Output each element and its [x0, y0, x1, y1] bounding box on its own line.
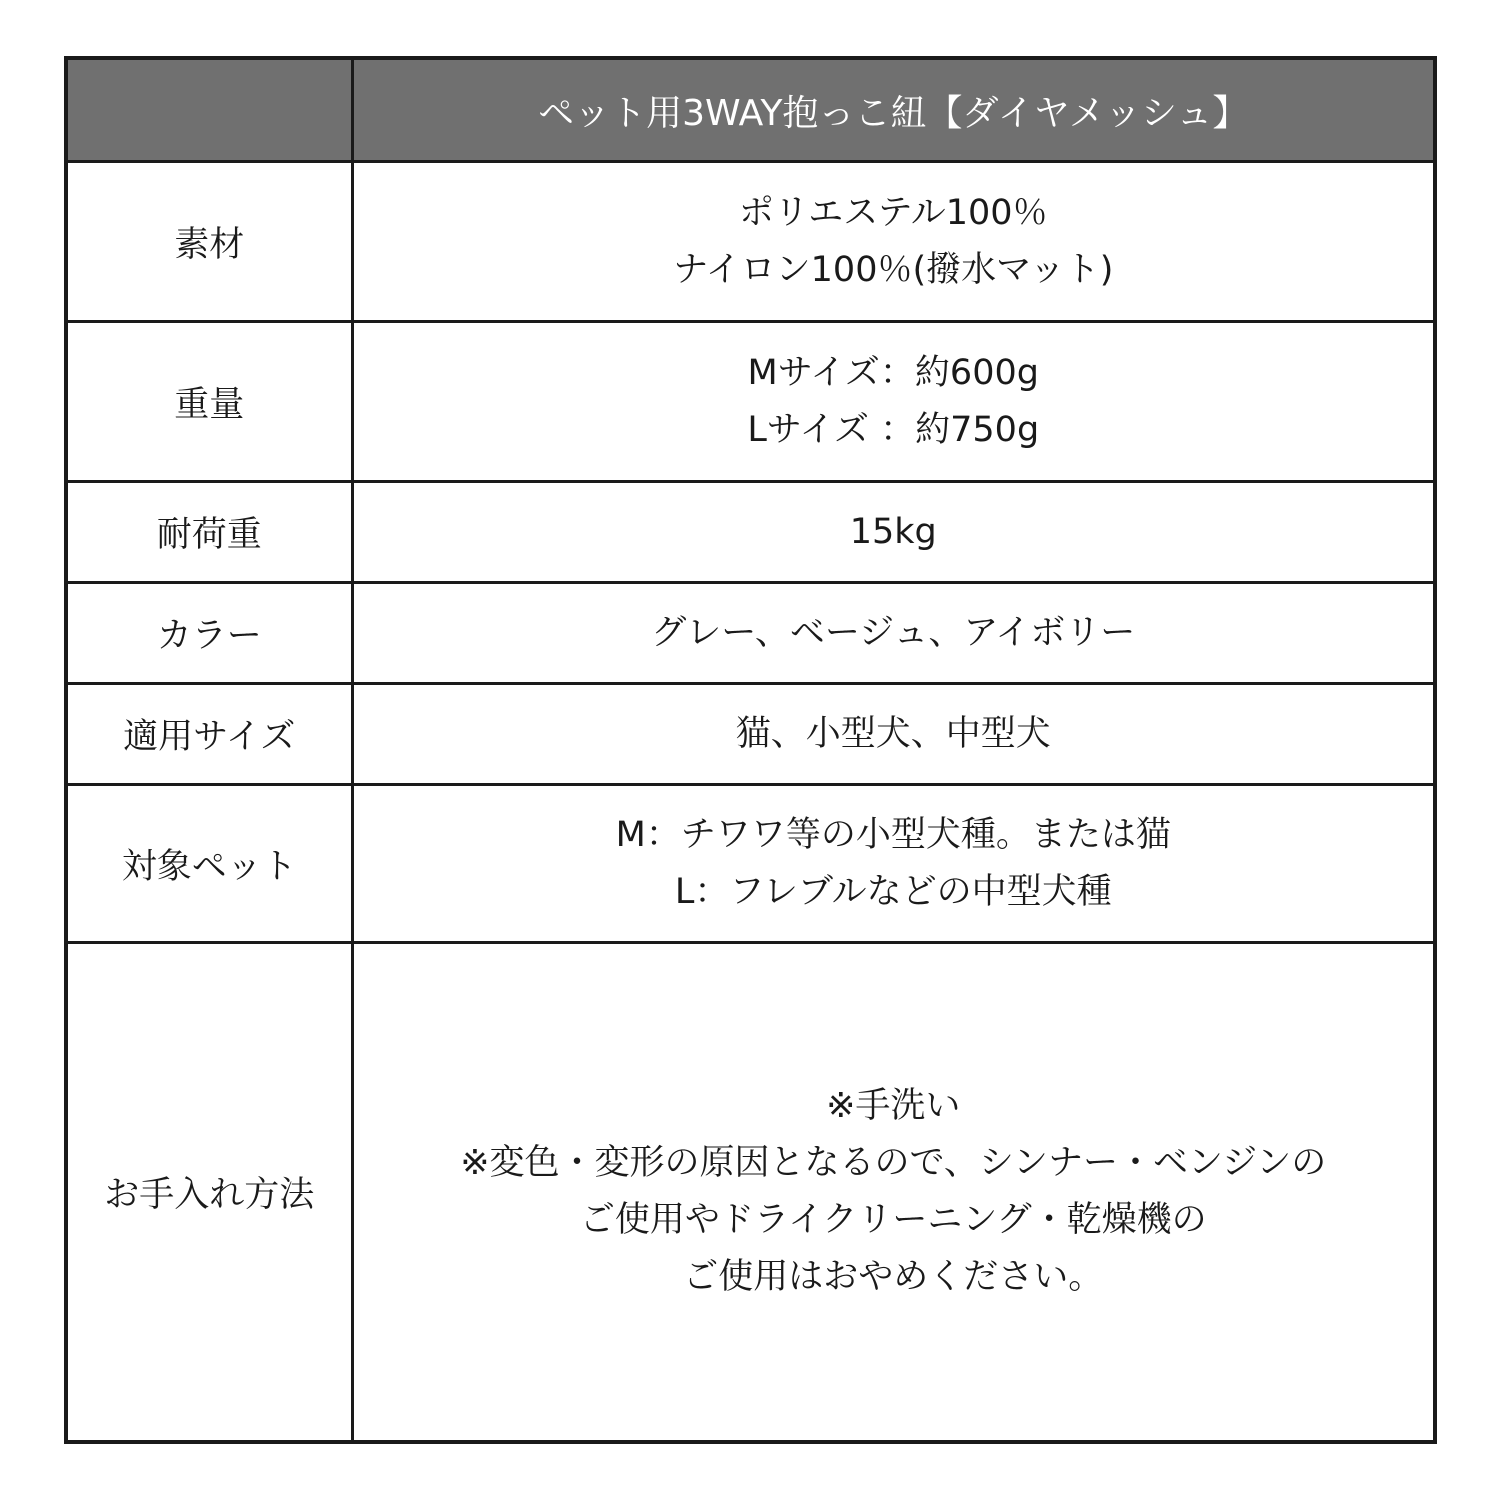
- spec-table: [64, 56, 1437, 1444]
- material-line-1: ポリエステル100％: [738, 192, 1048, 233]
- product-title: ペット用3WAY抱っこ紐【ダイヤメッシュ】: [352, 58, 1435, 162]
- care-line-1: ※手洗い: [826, 1086, 961, 1126]
- material-label: 素材: [66, 162, 352, 322]
- size-value: 猫、小型犬、中型犬: [352, 684, 1435, 785]
- load-value: 15kg: [352, 482, 1435, 583]
- table-row-target: [66, 785, 1435, 943]
- target-value: [352, 785, 1435, 943]
- weight-value: [352, 322, 1435, 482]
- material-line-2: ナイロン100％(撥水マット): [673, 249, 1114, 290]
- header-label-cell: [66, 58, 352, 162]
- target-line-m: M：チワワ等の小型犬種。または猫: [615, 814, 1171, 855]
- weight-line-m: Mサイズ：約600g: [747, 352, 1039, 393]
- table-row-size: [66, 684, 1435, 785]
- target-label: 対象ペット: [66, 785, 352, 943]
- care-line-4: ご使用はおやめください。: [683, 1257, 1104, 1297]
- color-value: グレー、ベージュ、アイボリー: [352, 583, 1435, 684]
- table-row-color: [66, 583, 1435, 684]
- load-label: 耐荷重: [66, 482, 352, 583]
- care-line-2: ※変色・変形の原因となるので、シンナー・ベンジンの: [460, 1143, 1327, 1183]
- care-label: お手入れ方法: [66, 943, 352, 1443]
- material-value: [352, 162, 1435, 322]
- table-row-load: [66, 482, 1435, 583]
- table-row-care: [66, 943, 1435, 1443]
- color-label: カラー: [66, 583, 352, 684]
- care-value: [352, 943, 1435, 1443]
- header-row: [66, 58, 1435, 162]
- weight-label: 重量: [66, 322, 352, 482]
- care-line-3: ご使用やドライクリーニング・乾燥機の: [579, 1200, 1207, 1240]
- table-row-weight: [66, 322, 1435, 482]
- weight-line-l: Lサイズ ：約750g: [747, 409, 1040, 450]
- table-row-material: [66, 162, 1435, 322]
- target-line-l: L：フレブルなどの中型犬種: [674, 871, 1112, 912]
- size-label: 適用サイズ: [66, 684, 352, 785]
